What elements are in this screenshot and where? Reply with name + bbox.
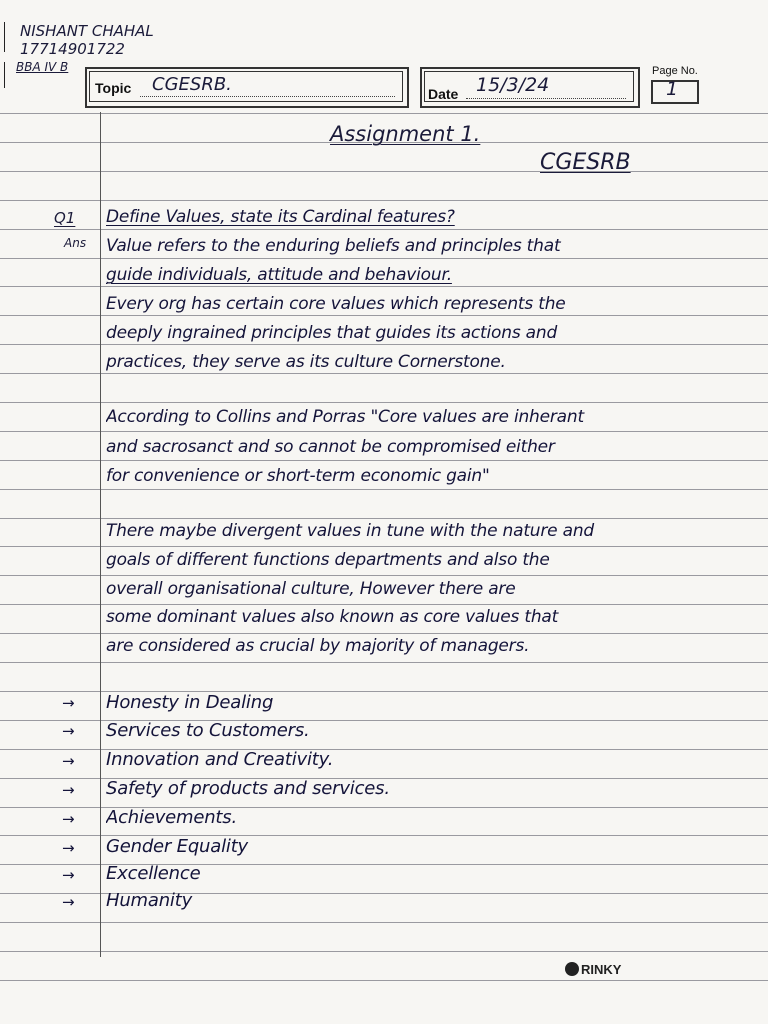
margin-line: [100, 112, 101, 957]
ruled-line: [0, 229, 768, 230]
date-dotline: [466, 98, 626, 99]
ruled-line: [0, 431, 768, 432]
core-value-item: Honesty in Dealing: [106, 692, 274, 713]
body-line: Every org has certain core values which represents the: [106, 294, 566, 314]
topic-dotline: [140, 96, 395, 97]
ruled-line: [0, 633, 768, 634]
ruled-line: [0, 922, 768, 923]
core-value-item: Services to Customers.: [106, 720, 310, 741]
ruled-line: [0, 518, 768, 519]
assignment-subtitle: CGESRB: [540, 150, 631, 175]
header-bracket-bottom: [4, 62, 5, 88]
ruled-line: [0, 258, 768, 259]
ruled-line: [0, 373, 768, 374]
core-value-item: Gender Equality: [106, 836, 249, 857]
body-line: some dominant values also known as core values that: [106, 607, 559, 627]
body-line: goals of different functions departments and also the: [106, 550, 550, 570]
topic-label: Topic: [95, 80, 132, 96]
core-value-item: Humanity: [106, 890, 193, 911]
body-line: are considered as crucial by majority of managers.: [106, 636, 530, 656]
ruled-line: [0, 546, 768, 547]
body-line: guide individuals, attitude and behaviour.: [106, 265, 452, 285]
body-line: According to Collins and Porras "Core values are inherant: [106, 407, 584, 427]
ruled-line: [0, 200, 768, 201]
ruled-line: [0, 344, 768, 345]
ruled-line: [0, 489, 768, 490]
class-section: BBA IV B: [16, 60, 69, 74]
body-line: overall organisational culture, However there are: [106, 579, 516, 599]
date-label: Date: [428, 86, 459, 102]
arrow-icon: →: [62, 722, 75, 740]
ruled-line: [0, 662, 768, 663]
body-line: Define Values, state its Cardinal features?: [106, 207, 455, 227]
body-line: Value refers to the enduring beliefs and principles that: [106, 236, 561, 256]
body-line: There maybe divergent values in tune with the nature and: [106, 521, 594, 541]
answer-marker: Ans: [64, 236, 87, 250]
body-line: practices, they serve as its culture Cornerstone.: [106, 352, 506, 372]
brand-name: RINKY: [581, 962, 622, 977]
roll-number: 17714901722: [20, 40, 125, 58]
ruled-line: [0, 575, 768, 576]
core-value-item: Safety of products and services.: [106, 778, 390, 799]
ruled-line: [0, 604, 768, 605]
body-line: and sacrosanct and so cannot be compromised either: [106, 437, 555, 457]
arrow-icon: →: [62, 752, 75, 770]
page-no-label: Page No.: [652, 65, 698, 77]
arrow-icon: →: [62, 839, 75, 857]
page-no-value: 1: [666, 78, 679, 100]
arrow-icon: →: [62, 810, 75, 828]
header-bracket-top: [4, 22, 5, 52]
core-value-item: Achievements.: [106, 807, 237, 828]
assignment-title: Assignment 1.: [330, 122, 481, 146]
ruled-line: [0, 980, 768, 981]
body-line: deeply ingrained principles that guides its actions and: [106, 323, 558, 343]
notebook-brand: [565, 962, 621, 977]
arrow-icon: →: [62, 694, 75, 712]
ruled-line: [0, 113, 768, 114]
question-marker: Q1: [54, 209, 76, 227]
topic-value: CGESRB.: [152, 74, 232, 95]
core-value-item: Excellence: [106, 863, 201, 884]
ruled-line: [0, 286, 768, 287]
ruled-line: [0, 402, 768, 403]
date-value: 15/3/24: [476, 74, 550, 96]
body-line: for convenience or short-term economic gain": [106, 466, 490, 486]
arrow-icon: →: [62, 866, 75, 884]
topic-box-inner: [89, 71, 403, 102]
arrow-icon: →: [62, 781, 75, 799]
ruled-line: [0, 460, 768, 461]
core-value-item: Innovation and Creativity.: [106, 749, 334, 770]
ruled-line: [0, 315, 768, 316]
ruled-line: [0, 171, 768, 172]
brand-logo-icon: [565, 962, 579, 976]
ruled-line: [0, 951, 768, 952]
student-name: NISHANT CHAHAL: [20, 22, 154, 40]
arrow-icon: →: [62, 893, 75, 911]
